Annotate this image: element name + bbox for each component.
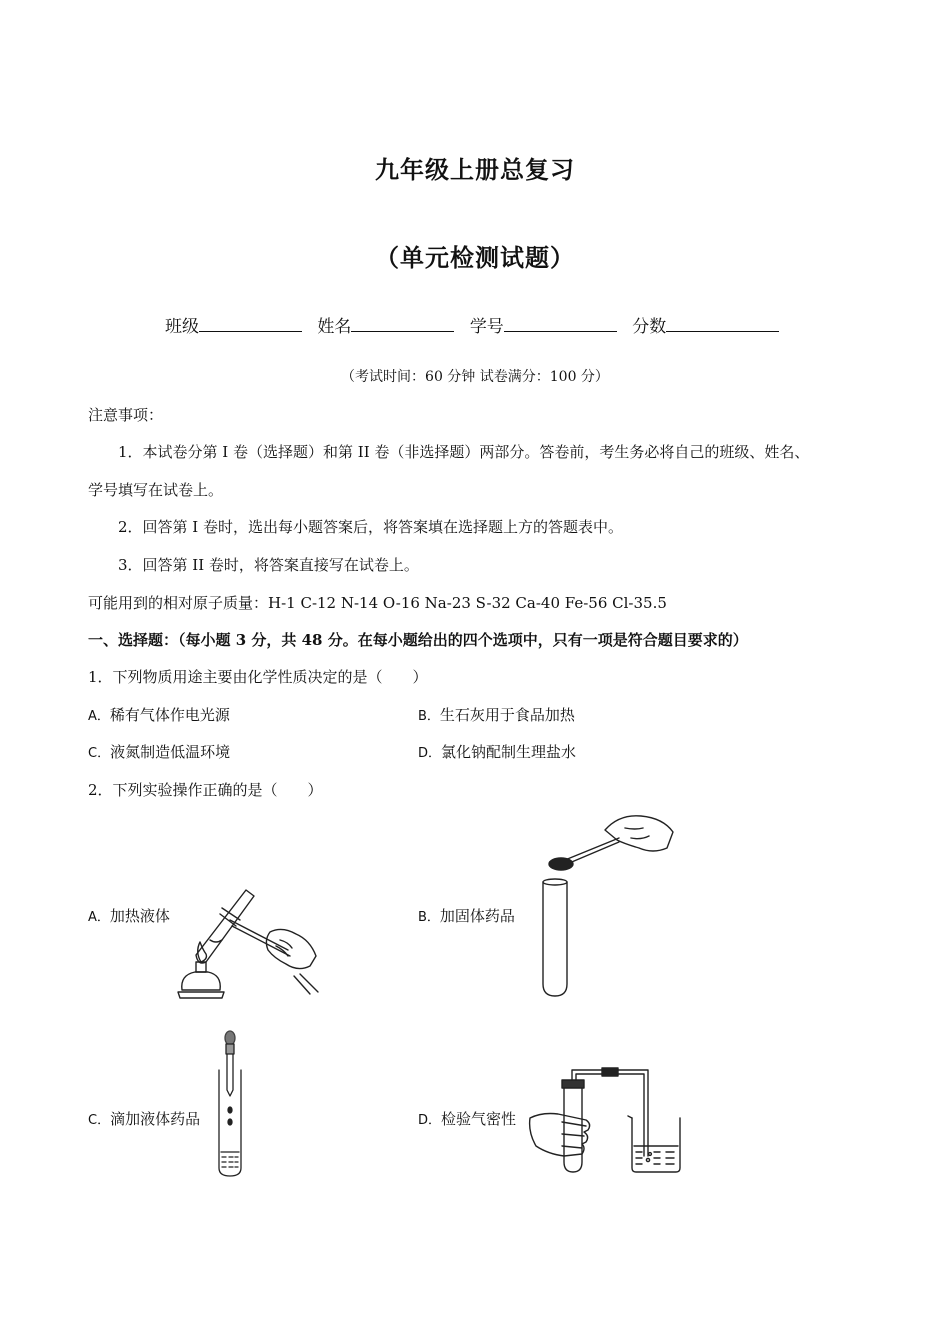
atomic-masses: 可能用到的相对原子质量：H-1 C-12 N-14 O-16 Na-23 S-32 Ca-40 Fe-56 Cl-35.5 — [88, 594, 667, 612]
student-id-blank[interactable] — [504, 315, 617, 332]
note-item-3: 3．回答第 II 卷时，将答案直接写在试卷上。 — [118, 556, 419, 574]
q2-option-d[interactable] — [418, 1108, 516, 1129]
option-key: B． — [418, 910, 440, 925]
option-key: D． — [418, 1113, 442, 1128]
option-key: A． — [88, 910, 110, 925]
option-text: 滴加液体药品 — [110, 1110, 201, 1128]
option-key: C． — [88, 1113, 111, 1128]
q1-option-b[interactable] — [418, 704, 575, 725]
option-key: A． — [88, 709, 110, 724]
option-text: 加热液体 — [109, 907, 170, 925]
option-text: 液氮制造低温环境 — [110, 743, 231, 761]
section-heading: 一、选择题：（每小题 3 分，共 48 分。在每小题给出的四个选项中，只有一项是符合题目要求的） — [88, 631, 748, 649]
score-blank[interactable] — [666, 315, 779, 332]
exam-info: （考试时间：60 分钟 试卷满分：100 分） — [341, 369, 609, 385]
note-item-2: 2．回答第 I 卷时，选出每小题答案后，将答案填在选择题上方的答题表中。 — [118, 518, 624, 536]
option-text: 稀有气体作电光源 — [109, 706, 230, 724]
q2-option-a[interactable] — [88, 905, 170, 926]
q1-option-a[interactable] — [88, 704, 230, 725]
note-item-1-cont: 学号填写在试卷上。 — [88, 481, 224, 499]
adding-solid-figure — [535, 808, 685, 998]
q1-option-d[interactable] — [418, 741, 576, 762]
note-item-1: 1．本试卷分第 I 卷（选择题）和第 II 卷（非选择题）两部分。答卷前，考生务必将自己的班级、姓名、 — [118, 443, 810, 461]
class-blank[interactable] — [199, 315, 302, 332]
score-label: 分数 — [632, 317, 667, 337]
page-title: 九年级上册总复习 — [375, 155, 575, 184]
class-label: 班级 — [165, 317, 199, 337]
q2-option-c[interactable] — [88, 1108, 200, 1129]
option-key: D． — [418, 746, 442, 761]
question-1-stem: 1．下列物质用途主要由化学性质决定的是（ ） — [88, 668, 428, 686]
option-text: 生石灰用于食品加热 — [439, 706, 575, 724]
option-key: C． — [88, 746, 111, 761]
airtightness-check-figure — [528, 1060, 693, 1175]
name-label: 姓名 — [317, 317, 352, 337]
dropping-liquid-figure — [210, 1030, 250, 1180]
notes-heading: 注意事项： — [88, 406, 164, 424]
page-subtitle: （单元检测试题） — [375, 243, 575, 272]
q2-option-b[interactable] — [418, 905, 515, 926]
option-text: 检验气密性 — [441, 1110, 517, 1128]
student-id-label: 学号 — [469, 317, 504, 337]
option-text: 氯化钠配制生理盐水 — [441, 743, 577, 761]
question-2-stem: 2．下列实验操作正确的是（ ） — [88, 781, 323, 799]
option-key: B． — [418, 709, 440, 724]
q1-option-c[interactable] — [88, 741, 230, 762]
option-text: 加固体药品 — [439, 907, 515, 925]
name-blank[interactable] — [351, 315, 454, 332]
heating-liquid-figure — [170, 880, 330, 1005]
student-info-row — [165, 312, 789, 337]
